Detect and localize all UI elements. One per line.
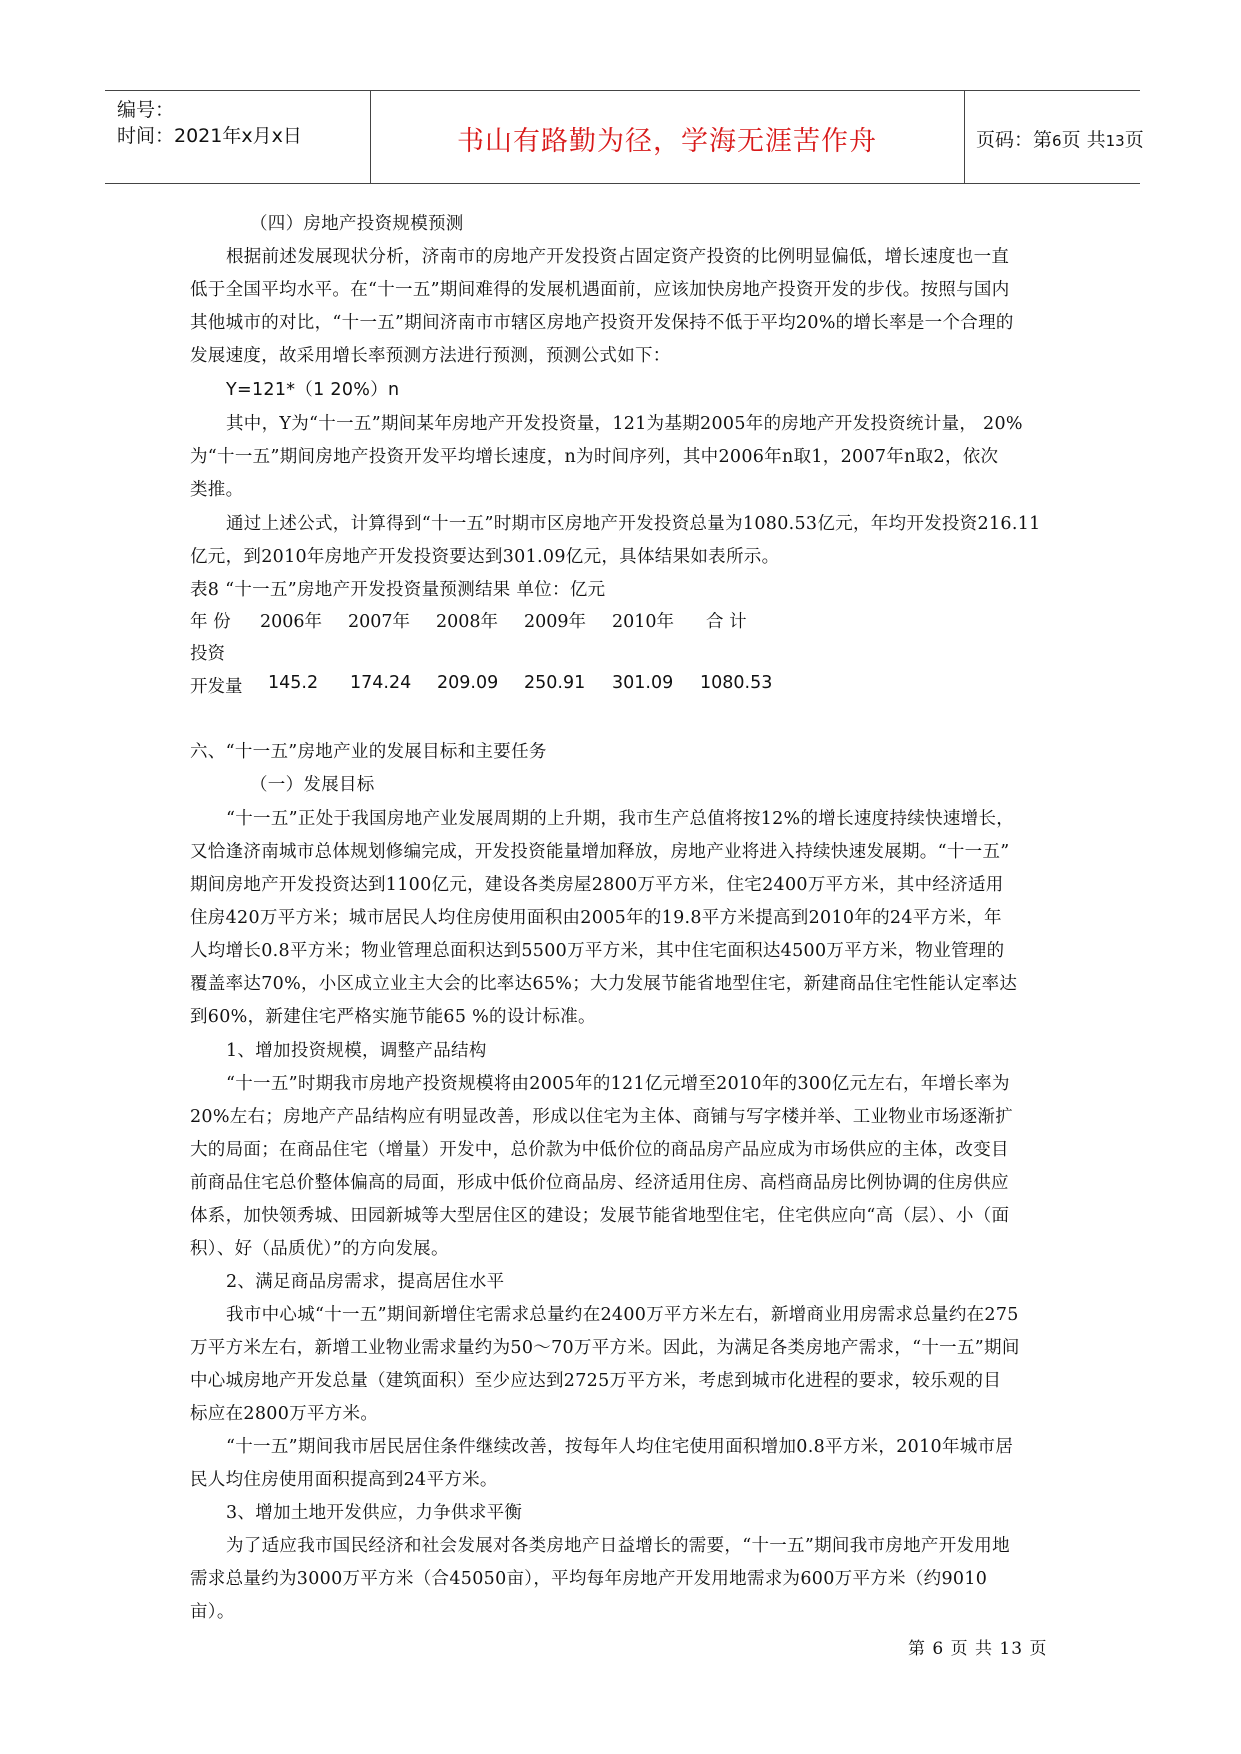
page-footer: 第 6 页 共 13 页 [908, 1639, 1048, 1659]
paragraph-line: 需求总量约为3000万平方米（合45050亩），平均每年房地产开发用地需求为600万平方米（约9010 [190, 1569, 988, 1589]
paragraph-line: 期间房地产开发投资达到1100亿元，建设各类房屋2800万平方米，住宅2400万平方米，其中经济适用 [190, 875, 1004, 895]
doc-number-label: 编号： [117, 99, 175, 121]
table-cell: 301.09 [612, 673, 674, 693]
header-info-cell [105, 91, 371, 183]
doc-time-label: 时间：2021年x月x日 [117, 125, 302, 147]
item-heading: 1、增加投资规模，调整产品结构 [226, 1041, 487, 1061]
paragraph-line: 民人均住房使用面积提高到24平方米。 [190, 1470, 498, 1490]
section-heading: 六、“十一五”房地产业的发展目标和主要任务 [190, 742, 547, 762]
page-code-current: 6 [1052, 132, 1062, 150]
table-cell: 1080.53 [700, 673, 773, 693]
paragraph-line: 又恰逢济南城市总体规划修编完成，开发投资能量增加释放，房地产业将进入持续快速发展期。“十一五” [190, 842, 1010, 862]
paragraph-line: 为“十一五”期间房地产投资开发平均增长速度，n为时间序列，其中2006年n取1，2007年n取2，依次 [190, 447, 999, 467]
page-code-mid: 页 共 [1061, 129, 1106, 151]
table-caption: 表8 “十一五”房地产开发投资量预测结果 单位：亿元 [190, 580, 606, 600]
paragraph-line: 类推。 [190, 480, 244, 500]
table-cell: 250.91 [524, 673, 586, 693]
table-cell: 209.09 [437, 673, 499, 693]
paragraph-line: 其他城市的对比，“十一五”期间济南市市辖区房地产投资开发保持不低于平均20%的增长率是一个合理的 [190, 313, 1014, 333]
header-motto: 书山有路勤为径，学海无涯苦作舟 [457, 126, 877, 157]
paragraph-line: 发展速度，故采用增长率预测方法进行预测，预测公式如下： [190, 346, 671, 366]
paragraph-line: 标应在2800万平方米。 [190, 1404, 379, 1424]
paragraph-line: 低于全国平均水平。在“十一五”期间难得的发展机遇面前，应该加快房地产投资开发的步伐。按照与国内 [190, 280, 1010, 300]
subsection-heading: （一）发展目标 [250, 775, 375, 795]
table-header-cell: 年 份 [190, 612, 231, 632]
paragraph-line: 中心城房地产开发总量（建筑面积）至少应达到2725万平方米，考虑到城市化进程的要求，较乐观的目 [190, 1371, 1002, 1391]
forecast-formula: Y=121*（1 20%）n [226, 380, 400, 400]
table-cell: 145.2 [268, 673, 319, 693]
header-page-cell [964, 91, 1144, 183]
paragraph-line: 根据前述发展现状分析，济南市的房地产开发投资占固定资产投资的比例明显偏低，增长速度也一直 [226, 247, 1010, 267]
page-code-suffix: 页 [1124, 129, 1144, 151]
paragraph-line: 其中，Y为“十一五”期间某年房地产开发投资量，121为基期2005年的房地产开发投资统计量， 20% [226, 414, 1023, 434]
table-header-cell: 2009年 [524, 612, 587, 632]
paragraph-line: 亿元，到2010年房地产开发投资要达到301.09亿元，具体结果如表所示。 [190, 547, 780, 567]
paragraph-line: 到60%，新建住宅严格实施节能65 %的设计标准。 [190, 1007, 596, 1027]
paragraph-line: 大的局面；在商品住宅（增量）开发中，总价款为中低价位的商品房产品应成为市场供应的主体，改变目 [190, 1140, 1009, 1160]
item-heading: 2、满足商品房需求，提高居住水平 [226, 1272, 505, 1292]
paragraph-line: “十一五”正处于我国房地产业发展周期的上升期，我市生产总值将按12%的增长速度持续快速增长， [226, 809, 1015, 829]
table-row-label-line1: 投资 [190, 644, 225, 664]
paragraph-line: 覆盖率达70%，小区成立业主大会的比率达65%；大力发展节能省地型住宅，新建商品住宅性能认定率达 [190, 974, 1018, 994]
table-header-cell: 2010年 [612, 612, 675, 632]
paragraph-line: 万平方米左右，新增工业物业需求量约为50～70万平方米。因此，为满足各类房地产需求，“十一五”期间 [190, 1338, 1020, 1358]
heading-investment-forecast: （四）房地产投资规模预测 [250, 214, 464, 234]
paragraph-line: 我市中心城“十一五”期间新增住宅需求总量约在2400万平方米左右，新增商业用房需求总量约在275 [226, 1305, 1019, 1325]
paragraph-line: “十一五”期间我市居民居住条件继续改善，按每年人均住宅使用面积增加0.8平方米，2010年城市居 [226, 1437, 1014, 1457]
paragraph-line: 亩）。 [190, 1602, 235, 1622]
paragraph-line: 为了适应我市国民经济和社会发展对各类房地产日益增长的需要，“十一五”期间我市房地产开发用地 [226, 1536, 1010, 1556]
paragraph-line: “十一五”时期我市房地产投资规模将由2005年的121亿元增至2010年的300亿元左右，年增长率为 [226, 1074, 1010, 1094]
table-header-cell: 2006年 [260, 612, 323, 632]
page-header [105, 90, 1144, 184]
paragraph-line: 通过上述公式，计算得到“十一五”时期市区房地产开发投资总量为1080.53亿元，年均开发投资216.11 [226, 514, 1041, 534]
table-row-label-line2: 开发量 [190, 677, 243, 697]
table-header-cell: 合 计 [706, 612, 747, 632]
header-motto-cell [370, 91, 965, 183]
table-cell: 174.24 [350, 673, 412, 693]
paragraph-line: 前商品住宅总价整体偏高的局面，形成中低价位商品房、经济适用住房、高档商品房比例协调的住房供应 [190, 1173, 1009, 1193]
paragraph-line: 积）、好（品质优）”的方向发展。 [190, 1239, 449, 1259]
table-header-cell: 2007年 [348, 612, 411, 632]
table-header-cell: 2008年 [436, 612, 499, 632]
page-code-total: 13 [1105, 132, 1125, 150]
paragraph-line: 体系，加快领秀城、田园新城等大型居住区的建设；发展节能省地型住宅，住宅供应向“高（层）、小（面 [190, 1206, 1010, 1226]
item-heading: 3、增加土地开发供应，力争供求平衡 [226, 1503, 523, 1523]
header-page-code [976, 125, 1144, 152]
paragraph-line: 人均增长0.8平方米；物业管理总面积达到5500万平方米，其中住宅面积达4500万平方米，物业管理的 [190, 941, 1005, 961]
page-code-prefix: 页码：第 [976, 129, 1053, 151]
paragraph-line: 20%左右；房地产产品结构应有明显改善，形成以住宅为主体、商铺与写字楼并举、工业物业市场逐渐扩 [190, 1107, 1013, 1127]
paragraph-line: 住房420万平方米；城市居民人均住房使用面积由2005年的19.8平方米提高到2010年的24平方米，年 [190, 908, 1002, 928]
